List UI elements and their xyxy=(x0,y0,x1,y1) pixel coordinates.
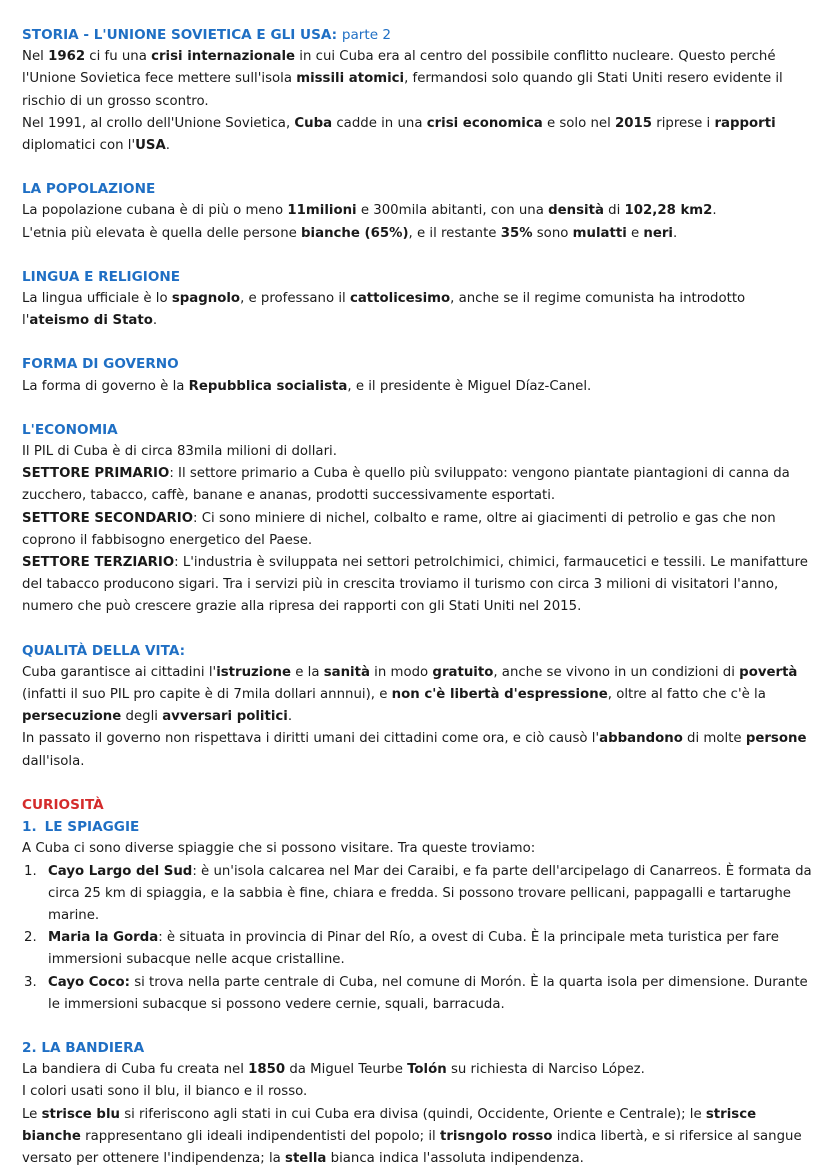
text-run: , fermandosi solo quando gli Stati Uniti resero evidente il rischio di un grosso scontro. xyxy=(22,71,783,109)
text-run: riprese i xyxy=(652,115,715,131)
bold-text: 35% xyxy=(500,225,533,241)
popolazione-paragraph-2 xyxy=(22,223,812,245)
bold-text: spagnolo xyxy=(171,291,241,307)
text-run: su richiesta di Narciso López. xyxy=(446,1062,645,1078)
bold-text: gratuito xyxy=(432,664,494,680)
document-page xyxy=(22,24,812,1170)
text-run: . xyxy=(712,203,717,219)
bold-text: 1850 xyxy=(248,1062,286,1078)
text-run: . xyxy=(152,313,158,329)
text-run: Cuba garantisce ai cittadini l' xyxy=(22,664,217,680)
text-run: I colori usati sono il blu, il bianco e il rosso. xyxy=(22,1084,308,1100)
bold-text: SETTORE SECONDARIO xyxy=(22,510,194,526)
popolazione-heading: LA POPOLAZIONE xyxy=(22,181,156,198)
beach-item-text xyxy=(48,864,812,923)
economia-secondario xyxy=(22,508,812,552)
bold-text: mulatti xyxy=(572,225,627,241)
storia-subtitle: parte 2 xyxy=(341,27,392,43)
text-run: degli xyxy=(121,709,163,725)
bold-text: cattolicesimo xyxy=(349,291,451,307)
text-run: Nel 1991, al crollo dell'Unione Sovietica, xyxy=(22,115,295,131)
text-run: , anche se vivono in un condizioni di xyxy=(493,664,740,680)
bold-text: Tolón xyxy=(407,1062,447,1078)
bold-text: densità xyxy=(548,203,604,219)
bold-text: Cuba xyxy=(294,115,333,131)
beach-list xyxy=(22,861,812,1016)
bold-text: trisngolo rosso xyxy=(439,1128,553,1144)
governo-heading: FORMA DI GOVERNO xyxy=(22,356,179,373)
text-run: . xyxy=(287,709,293,725)
vita-paragraph-2 xyxy=(22,728,812,772)
bold-text: persone xyxy=(745,731,807,747)
bandiera-paragraph-1 xyxy=(22,1059,812,1081)
lingua-heading: LINGUA E RELIGIONE xyxy=(22,268,181,285)
bandiera-heading: 2. LA BANDIERA xyxy=(22,1039,145,1056)
bold-text: strisce blu xyxy=(41,1106,120,1122)
beach-item-number: 3. xyxy=(24,974,37,990)
spiagge-intro xyxy=(22,838,812,860)
bold-text: istruzione xyxy=(216,664,291,680)
beach-item-text xyxy=(48,930,779,967)
text-run: cadde in una xyxy=(332,115,427,131)
curiosita-heading: CURIOSITÀ xyxy=(22,796,104,813)
economia-primario xyxy=(22,463,812,507)
text-run: sono xyxy=(532,225,573,241)
bold-text: stella xyxy=(285,1150,327,1166)
bold-text: Repubblica socialista xyxy=(188,378,348,394)
text-run: in cui Cuba era al centro del possibile conflitto nucleare. Questo perché l'Unione Sovietica fece mettere sull'isola xyxy=(22,49,776,87)
bold-text: 102,28 km2 xyxy=(624,203,713,219)
bold-text: povertà xyxy=(739,664,798,680)
beach-item-number: 2. xyxy=(24,930,37,946)
text-run: Il PIL di Cuba è di circa 83mila milioni di dollari. xyxy=(22,444,337,460)
popolazione-paragraph-1 xyxy=(22,200,812,222)
bold-text: neri xyxy=(643,225,673,241)
storia-paragraph-2 xyxy=(22,113,812,157)
text-run: e xyxy=(626,225,644,241)
vita-paragraph-1 xyxy=(22,662,812,729)
text-run: da Miguel Teurbe xyxy=(285,1062,408,1078)
beach-item xyxy=(22,972,812,1016)
bold-text: SETTORE PRIMARIO xyxy=(22,466,170,482)
bold-text: sanità xyxy=(323,664,370,680)
beach-item xyxy=(22,861,812,928)
governo-paragraph xyxy=(22,376,812,398)
text-run: indica libertà, e si rifersice al sangue versato per ottenere l'indipendenza; la xyxy=(22,1128,802,1166)
text-run: bianca indica l'assoluta indipendenza. xyxy=(326,1150,584,1166)
storia-heading: STORIA - L'UNIONE SOVIETICA E GLI USA: parte 2 xyxy=(22,27,392,43)
bold-text: avversari politici xyxy=(162,709,288,725)
economia-paragraph-1 xyxy=(22,441,812,463)
text-run: : Il settore primario a Cuba è quello più sviluppato: vengono piantate piantagioni di canna da zucchero, tabacco, caffè, banane e ananas, prodotti successivamente esportati. xyxy=(22,466,790,504)
economia-terziario xyxy=(22,552,812,619)
bold-text: 11milioni xyxy=(287,203,357,219)
text-run: e la xyxy=(290,664,324,680)
bandiera-paragraph-3 xyxy=(22,1104,812,1171)
text-run: , e professano il xyxy=(240,291,350,307)
spiagge-heading xyxy=(22,816,812,838)
text-run: , anche se il regime comunista ha introdotto l' xyxy=(22,291,746,329)
bold-text: rapporti xyxy=(714,115,776,131)
bold-text: ateismo di Stato xyxy=(29,313,153,329)
text-run: e 300mila abitanti, con una xyxy=(356,203,549,219)
text-run: . xyxy=(165,138,171,154)
beach-item-number: 1. xyxy=(24,863,37,879)
text-run: La forma di governo è la xyxy=(22,378,189,394)
bold-text: USA xyxy=(135,138,166,154)
lingua-paragraph xyxy=(22,288,812,332)
bold-text: crisi internazionale xyxy=(151,49,296,65)
bold-text: Cayo Largo del Sud xyxy=(48,863,193,879)
text-run: . xyxy=(673,225,678,241)
text-run: , oltre al fatto che c'è la xyxy=(607,687,766,703)
bold-text: non c'è libertà d'espressione xyxy=(391,687,608,703)
text-run: Nel xyxy=(22,49,49,65)
text-run: A Cuba ci sono diverse spiaggie che si possono visitare. Tra queste troviamo: xyxy=(22,841,536,857)
text-run: diplomatici con l' xyxy=(22,138,136,154)
bold-text: SETTORE TERZIARIO xyxy=(22,555,175,571)
text-run: La popolazione cubana è di più o meno xyxy=(22,203,288,219)
text-run: di molte xyxy=(682,731,746,747)
text-run: ci fu una xyxy=(85,49,152,65)
text-run: e solo nel xyxy=(542,115,616,131)
text-run: : Ci sono miniere di nichel, colbalto e rame, oltre ai giacimenti di petrolio e gas che non coprono il fabbisogno energetico del Paese. xyxy=(22,510,776,548)
text-run: , e il restante xyxy=(408,225,501,241)
bold-text: Maria la Gorda xyxy=(48,930,159,946)
spiagge-title: LE SPIAGGIE xyxy=(44,819,140,836)
bold-text: crisi economica xyxy=(426,115,543,131)
bold-text: strisce bianche xyxy=(22,1106,757,1144)
beach-item-text xyxy=(48,975,808,1012)
text-run: si riferiscono agli stati in cui Cuba era divisa (quindi, Occidente, Oriente e Centrale); le xyxy=(119,1106,706,1122)
vita-heading: QUALITÀ DELLA VITA: xyxy=(22,642,186,659)
bold-text: 1962 xyxy=(48,49,86,65)
bold-text: abbandono xyxy=(599,731,683,747)
storia-paragraph-1 xyxy=(22,46,812,113)
text-run: : è un'isola calcarea nel Mar dei Caraibi, e fa parte dell'arcipelago di Canarreos. È formata da circa 25 km di spiaggia, e la sabbia è fine, chiara e fredda. Si possono trovare pellicani, pappagalli e tartarughe marine. xyxy=(48,863,812,923)
bold-text: missili atomici xyxy=(296,71,405,87)
text-run: di xyxy=(603,203,625,219)
economia-heading: L'ECONOMIA xyxy=(22,421,118,438)
text-run: , e il presidente è Miguel Díaz-Canel. xyxy=(347,378,592,394)
text-run: (infatti il suo PIL pro capite è di 7mila dollari annnui), e xyxy=(22,687,392,703)
bold-text: persecuzione xyxy=(22,709,122,725)
bandiera-paragraph-2 xyxy=(22,1081,812,1103)
text-run: : è situata in provincia di Pinar del Río, a ovest di Cuba. È la principale meta turistica per fare immersioni subacque nelle acque cristalline. xyxy=(48,930,779,968)
text-run: : L'industria è sviluppata nei settori petrolchimici, chimici, farmaucetici e tessili. Le manifatture del tabacco producono sigari. Tra i servizi più in crescita troviamo il turismo con circa 3 milioni di visitatori l'anno, numero che può crescere grazie alla ripresa dei rapporti con gli Stati Uniti nel 2015. xyxy=(22,555,808,615)
text-run: si trova nella parte centrale di Cuba, nel comune di Morón. È la quarta isola per dimensione. Durante le immersioni subacque si possono vedere cernie, squali, barracuda. xyxy=(48,974,808,1012)
text-run: La bandiera di Cuba fu creata nel xyxy=(22,1062,249,1078)
bold-text: Cayo Coco: xyxy=(48,974,130,990)
bold-text: 2015 xyxy=(615,115,653,131)
text-run: L'etnia più elevata è quella delle persone xyxy=(22,225,302,241)
bold-text: bianche (65%) xyxy=(301,225,409,241)
text-run: rappresentano gli ideali indipendentisti del popolo; il xyxy=(80,1128,440,1144)
text-run: Le xyxy=(22,1106,42,1122)
spiagge-number: 1. xyxy=(22,819,37,836)
text-run: La lingua ufficiale è lo xyxy=(22,291,172,307)
beach-item xyxy=(22,927,812,971)
text-run: In passato il governo non rispettava i diritti umani dei cittadini come ora, e ciò causò l' xyxy=(22,731,600,747)
text-run: dall'isola. xyxy=(22,753,85,769)
text-run: in modo xyxy=(369,664,433,680)
